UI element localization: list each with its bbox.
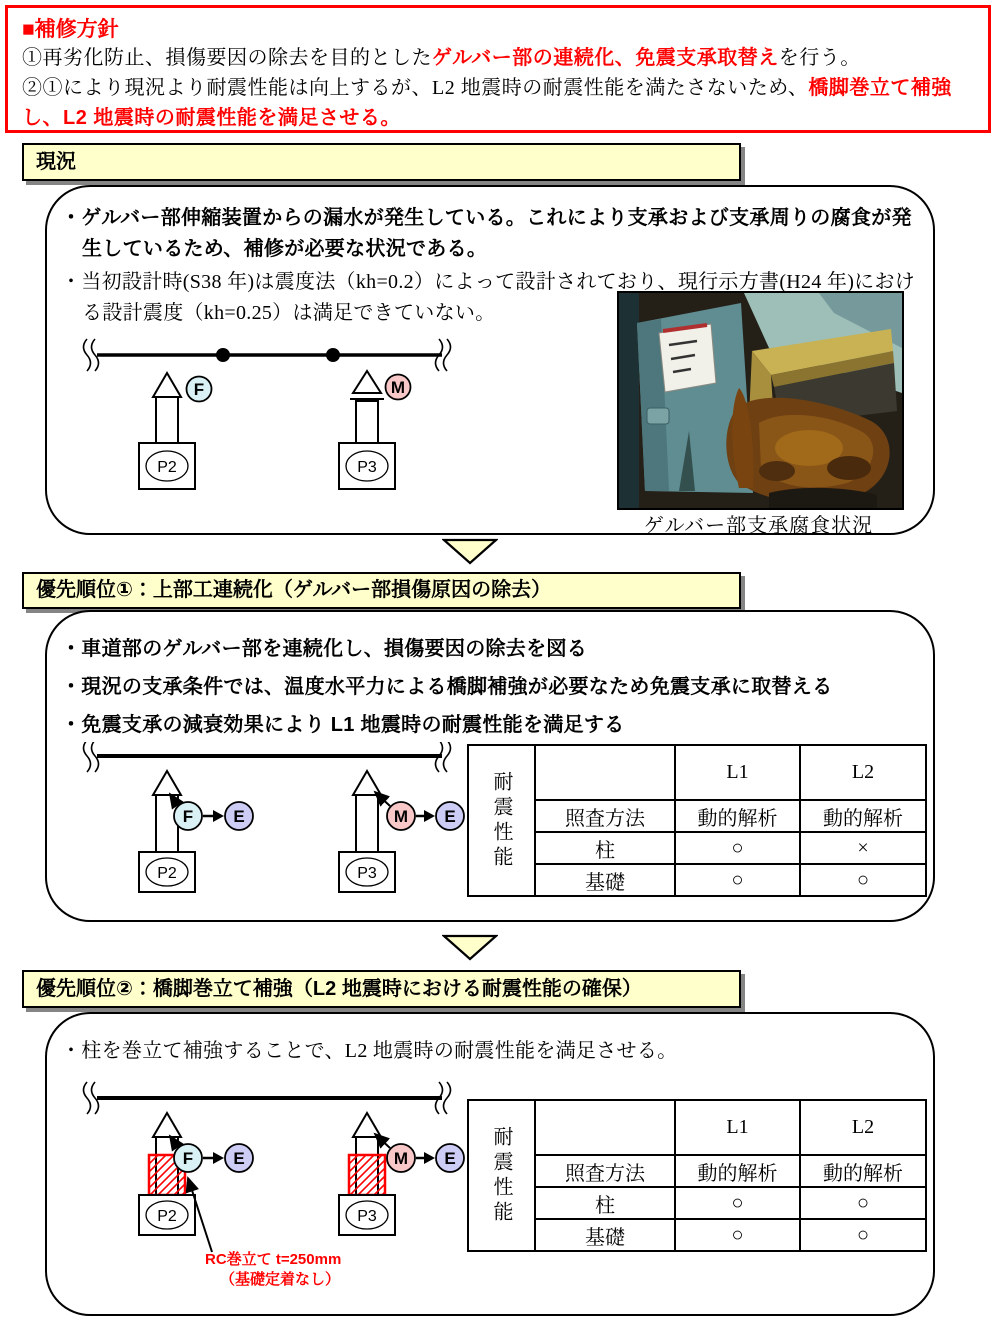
seismic-performance-table-1	[467, 744, 927, 897]
policy-item2-emphasis: 橋脚巻立て補強し、L2 地震時の耐震性能を満足させる。	[22, 76, 952, 129]
priority1-box	[45, 610, 935, 922]
section-header-priority1	[22, 572, 741, 609]
break-symbol-right	[436, 742, 451, 772]
pier-p3-label: P3	[357, 459, 377, 476]
cell-l1: ○	[675, 1187, 800, 1219]
pier-column	[356, 795, 378, 852]
cell-l1: ○	[675, 864, 800, 896]
blank-cell	[535, 745, 675, 800]
priority2-bullet-1: ・柱を巻立て補強することで、L2 地震時の耐震性能を満足させる。	[61, 1040, 678, 1062]
gerber-hinge-icon	[326, 348, 340, 362]
column-header-l2: L2	[800, 1100, 926, 1155]
m-to-e-arrowhead	[424, 1152, 435, 1164]
section-header-priority1-label: 優先順位①：上部工連続化（ゲルバー部損傷原因の除去）	[36, 579, 552, 601]
current-bullet-2: ・当初設計時(S38 年)は震度法（kh=0.2）によって設計されており、現行示方書(H24 年)における設計震度（kh=0.25）は満足できていない。	[61, 271, 916, 324]
seismic-performance-table-2	[467, 1099, 927, 1252]
table-row-header-cell	[468, 1100, 535, 1251]
row-label: 柱	[535, 832, 675, 864]
section-header-priority2	[22, 970, 741, 1008]
bearing-type-m-label: M	[393, 1149, 409, 1168]
rc-jacket-note-line2: （基礎定着なし）	[220, 1271, 341, 1288]
pier-p2-label: P2	[157, 1208, 177, 1225]
cell-l1: ○	[675, 1219, 800, 1251]
cell-l2: 動的解析	[800, 800, 926, 832]
break-symbol-left	[84, 1082, 99, 1114]
cell-l1: 動的解析	[675, 1155, 800, 1187]
table-row-header-cell	[468, 745, 535, 896]
table-row	[468, 1187, 926, 1219]
section-header-current-label: 現況	[36, 151, 76, 173]
bearing-icon	[153, 1113, 181, 1137]
table-row	[468, 864, 926, 896]
corrosion-photo-image	[619, 293, 902, 508]
cell-l1: 動的解析	[675, 800, 800, 832]
movable-bearing-icon	[353, 371, 381, 393]
policy-item-2	[22, 74, 974, 133]
bearing-type-e-label: E	[233, 1149, 245, 1168]
priority1-bullet-1: ・車道部のゲルバー部を連続化し、損傷要因の除去を図る	[61, 638, 587, 660]
cell-l2: ○	[800, 1187, 926, 1219]
blank-cell	[535, 1100, 675, 1155]
bearing-icon	[153, 771, 181, 795]
cell-l2: 動的解析	[800, 1155, 926, 1187]
current-bridge-diagram	[57, 333, 477, 518]
section-header-current	[22, 143, 741, 181]
bearing-type-f-label: F	[182, 807, 194, 826]
pier-p2-label: P2	[157, 865, 177, 882]
policy-item1-tail: を行う。	[778, 47, 861, 70]
table-row	[468, 1155, 926, 1187]
row-label: 照査方法	[535, 800, 675, 832]
bearing-type-f-label: F	[193, 380, 205, 399]
row-label: 基礎	[535, 864, 675, 896]
corrosion-photo	[617, 291, 904, 510]
cell-l2: ○	[800, 864, 926, 896]
break-symbol-left	[84, 339, 99, 371]
row-label: 照査方法	[535, 1155, 675, 1187]
pier-column	[156, 795, 178, 852]
column-header-l2: L2	[800, 745, 926, 800]
policy-item1-emphasis: ゲルバー部の連続化、免震支承取替え	[432, 47, 779, 70]
pier-column	[356, 401, 378, 443]
section-header-priority2-label: 優先順位②：橋脚巻立て補強（L2 地震時における耐震性能の確保）	[36, 978, 642, 1000]
cell-l2: ○	[800, 1219, 926, 1251]
column-header-l1: L1	[675, 745, 800, 800]
bearing-type-m-label: M	[390, 378, 406, 397]
rc-jacket	[349, 1155, 385, 1195]
table-row	[468, 832, 926, 864]
pier-column	[156, 397, 178, 443]
policy-item2-text: ②①により現況より耐震性能は向上するが、L2 地震時の耐震性能を満たさないため、	[22, 76, 809, 99]
bearing-icon	[353, 1113, 381, 1137]
policy-item1-text: ①再劣化防止、損傷要因の除去を目的とした	[22, 47, 432, 70]
cell-l2: ×	[800, 832, 926, 864]
pier-p2-label: P2	[157, 459, 177, 476]
f-to-e-arrowhead	[213, 810, 224, 822]
pier-p3-label: P3	[357, 1208, 377, 1225]
seismic-performance-label: 耐震性能	[490, 1125, 512, 1226]
row-label: 柱	[535, 1187, 675, 1219]
pier-p3-label: P3	[357, 865, 377, 882]
bearing-icon	[353, 771, 381, 795]
row-label: 基礎	[535, 1219, 675, 1251]
current-state-box	[45, 185, 935, 535]
bearing-type-e-label: E	[233, 807, 245, 826]
fixed-bearing-icon	[153, 373, 181, 397]
bearing-type-f-label: F	[182, 1149, 194, 1168]
break-symbol-left	[84, 742, 99, 772]
priority1-bridge-diagram	[57, 742, 477, 907]
flow-down-arrow-icon	[442, 538, 498, 565]
current-bullet-1: ・ゲルバー部伸縮装置からの漏水が発生している。これにより支承および支承周りの腐食が発生しているため、補修が必要な状況である。	[61, 207, 912, 260]
table-row	[468, 1219, 926, 1251]
policy-item-1	[22, 44, 974, 74]
bearing-type-e-label: E	[444, 807, 456, 826]
column-header-l1: L1	[675, 1100, 800, 1155]
priority2-bridge-diagram	[57, 1080, 477, 1308]
gerber-hinge-icon	[216, 348, 230, 362]
seismic-performance-label: 耐震性能	[490, 770, 512, 871]
priority1-bullet-3: ・免震支承の減衰効果により L1 地震時の耐震性能を満足する	[61, 714, 625, 736]
m-to-e-arrowhead	[424, 810, 435, 822]
flow-down-arrow-icon	[442, 934, 498, 961]
priority2-box	[45, 1012, 935, 1316]
f-to-e-arrowhead	[213, 1152, 224, 1164]
priority1-bullet-2: ・現況の支承条件では、温度水平力による橋脚補強が必要なため免震支承に取替える	[61, 676, 833, 698]
repair-policy-box	[5, 5, 991, 133]
rc-jacket-note-line1: RC巻立て t=250mm	[205, 1251, 342, 1268]
bearing-type-e-label: E	[444, 1149, 456, 1168]
photo-caption: ゲルバー部支承腐食状況	[643, 515, 874, 537]
bearing-type-m-label: M	[393, 807, 409, 826]
cell-l1: ○	[675, 832, 800, 864]
table-row	[468, 800, 926, 832]
policy-title: ■補修方針	[22, 18, 119, 41]
